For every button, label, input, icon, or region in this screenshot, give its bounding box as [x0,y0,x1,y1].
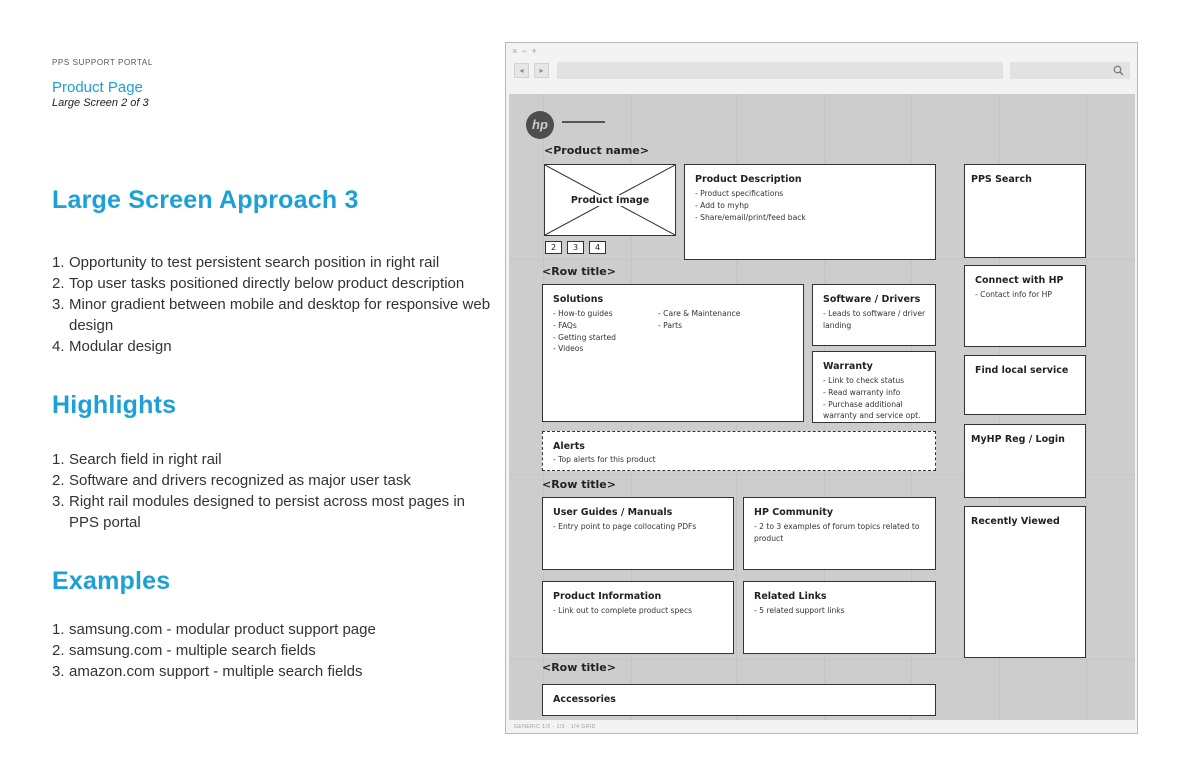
thumbnail-2[interactable]: 2 [545,241,562,254]
list-item: 2. Top user tasks positioned directly below product description [52,275,465,292]
thumbnail-3[interactable]: 3 [567,241,584,254]
solutions-module[interactable] [542,284,804,422]
page-viewport [509,94,1135,720]
list-item: 2. Software and drivers recognized as major user task [52,472,411,489]
list-item: 4. Modular design [52,338,172,355]
warranty-module[interactable] [812,351,936,423]
module-title: Alerts [553,441,585,452]
list-item: 1. Opportunity to test persistent search position in right rail [52,254,440,271]
list-item[interactable]: - Parts [658,320,683,330]
list-item: 3. Minor gradient between mobile and desktop for responsive web design [52,296,491,334]
examples-heading: Examples [52,567,171,595]
grid-footnote: GENERIC 1/2 - 1/3 - 1/4 GRID [514,724,596,730]
module-title: Product Description [695,174,802,185]
list-item[interactable]: - Add to myhp [695,200,749,210]
module-title: HP Community [754,507,834,518]
list-item: - Entry point to page collocating PDFs [553,522,697,531]
search-icon [1113,65,1124,76]
accessories-module[interactable] [542,684,936,716]
list-item[interactable]: - Getting started [553,332,617,342]
row-title-label: <Row title> [542,478,616,491]
module-title: Recently Viewed [971,516,1060,527]
list-item: 3. amazon.com support - multiple search fields [52,663,363,680]
module-title: User Guides / Manuals [553,507,673,518]
find-local-service-module[interactable] [964,355,1086,415]
hp-community-module[interactable] [743,497,936,570]
list-item[interactable]: - Share/email/print/feed back [695,212,806,222]
portal-eyebrow: PPS SUPPORT PORTAL [52,58,153,67]
software-drivers-module[interactable] [812,284,936,346]
list-item[interactable]: - Care & Maintenance [658,309,741,318]
product-name-label: <Product name> [544,144,649,157]
list-item: - Contact info for HP [975,290,1052,299]
module-title: Product Information [553,591,662,602]
product-image-label: Product Image [570,195,650,206]
list-item: 1. samsung.com - modular product support page [52,621,376,638]
user-guides-module[interactable] [542,497,734,570]
thumbnail-4[interactable]: 4 [589,241,606,254]
product-image-placeholder [544,164,676,236]
list-item: 3. Right rail modules designed to persist across most pages in PPS portal [52,493,466,531]
module-title: PPS Search [971,174,1032,185]
list-item: landing [823,320,852,330]
window-controls[interactable]: × − + [512,46,538,56]
list-item[interactable]: - How-to guides [553,309,613,318]
module-title: Connect with HP [975,275,1064,286]
list-item[interactable]: warranty and service opt. [823,411,921,421]
row-title-label: <Row title> [542,661,616,674]
list-item: - Leads to software / driver [823,309,926,318]
myhp-login-module[interactable] [964,424,1086,498]
page-subtitle: Large Screen 2 of 3 [52,97,149,109]
approach-heading: Large Screen Approach 3 [52,186,359,214]
list-item: product [754,533,784,543]
module-title: Solutions [553,294,604,305]
list-item[interactable]: - Link to check status [823,376,905,385]
pps-search-module[interactable] [964,164,1086,258]
recently-viewed-module[interactable] [964,506,1086,658]
connect-with-hp-module[interactable] [964,265,1086,347]
hp-logo[interactable]: hp [526,111,554,139]
examples-list [52,619,492,682]
module-title: Software / Drivers [823,294,921,305]
list-item[interactable]: - Read warranty info [823,387,901,397]
product-information-module[interactable] [542,581,734,654]
browser-search-field[interactable] [1010,62,1130,79]
list-item[interactable]: - Product specifications [695,189,784,198]
module-title: Find local service [975,365,1069,376]
list-item: - 5 related support links [754,606,845,615]
highlights-list [52,449,492,533]
list-item[interactable]: - Videos [553,344,584,354]
product-description-module [684,164,936,260]
logo-divider [562,121,605,123]
forward-button[interactable]: ▸ [534,63,549,78]
alerts-module[interactable] [542,431,936,471]
module-title: Warranty [823,361,873,372]
list-item: - Top alerts for this product [553,455,656,464]
list-item: - 2 to 3 examples of forum topics related to [754,522,920,531]
list-item: 2. samsung.com - multiple search fields [52,642,316,659]
list-item: 1. Search field in right rail [52,451,222,468]
approach-list [52,252,492,357]
related-links-module[interactable] [743,581,936,654]
module-title: Accessories [553,694,616,705]
list-item[interactable]: - Purchase additional [823,399,903,409]
module-title: Related Links [754,591,827,602]
list-item[interactable]: - FAQs [553,320,577,330]
page-title: Product Page [52,79,143,96]
browser-wireframe [505,42,1138,734]
back-button[interactable]: ◂ [514,63,529,78]
list-item: - Link out to complete product specs [553,606,693,615]
module-title: MyHP Reg / Login [971,434,1065,445]
row-title-label: <Row title> [542,265,616,278]
address-bar[interactable] [557,62,1003,79]
highlights-heading: Highlights [52,391,177,419]
